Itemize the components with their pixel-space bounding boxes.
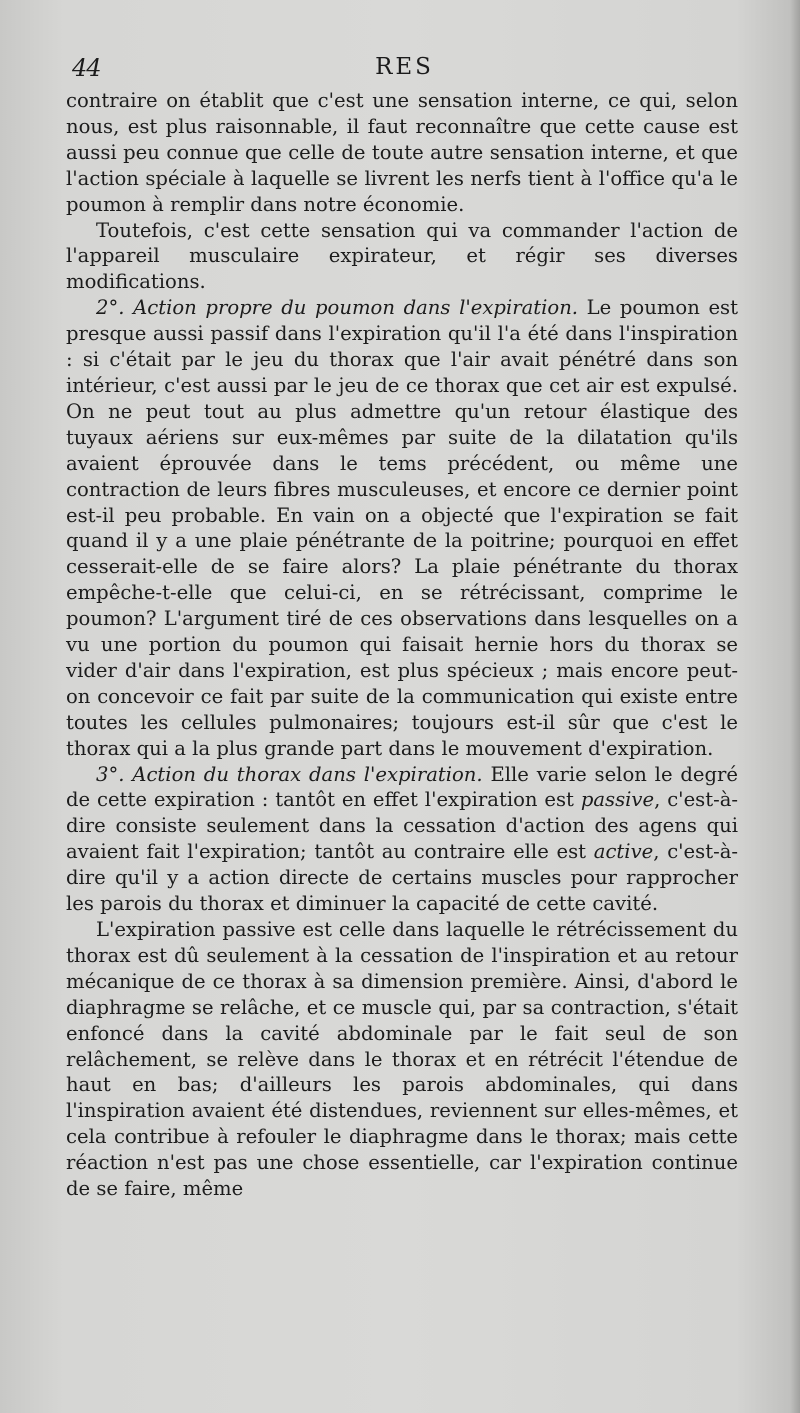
page-edge-shadow <box>790 0 800 1413</box>
paragraph-text: Elle varie selon le degré de cette expiration : tantôt en effet l'expiration est <box>66 762 738 812</box>
paragraph-expiration-passive <box>66 917 738 1202</box>
page-number: 44 <box>72 54 101 82</box>
paragraph-action-poumon <box>66 295 738 761</box>
section-heading: 3°. Action du thorax dans l'expiration. <box>96 762 483 786</box>
emphasis-passive: passive <box>580 788 655 812</box>
paragraph-toutefois <box>66 218 738 296</box>
paragraph-continuation <box>66 88 738 218</box>
paragraph-text: , c'est-à-dire qu'il y a action directe de certains muscles pour rapprocher les parois du thorax et diminuer la capacité de cette cavité. <box>66 840 739 916</box>
paragraph-text: Le poumon est presque aussi passif dans l'expiration qu'il l'a été dans l'inspiration : si c'était par le jeu du thorax que l'air avait pénétré dans son intérieur, c'est aussi par le jeu de ce thorax que cet air est expulsé. On ne peut tout au plus admettre qu'un retour élastique des tuyaux aériens sur eux-mêmes par suite de la dilatation qu'ils avaient éprouvée dans le tems précédent, ou même une contraction de leurs fibres musculeuses, et encore ce dernier point est-il peu probable. En vain on a objecté que l'expiration se fait quand il y a une plaie pénétrante de la poitrine; pourquoi en effet cesserait-elle de se faire alors? La plaie pénétrante du thorax empêche-t-elle que celui-ci, en se rétrécissant, comprime le poumon? L'argument tiré de ces observations dans lesquelles on a vu une portion du poumon qui faisait hernie hors du thorax se vider d'air dans l'expiration, est plus spécieux ; mais encore peut-on concevoir ce fait par suite de la communication qui existe entre toutes les cellules pulmonaires; toujours est-il sûr que c'est le thorax qui a la plus grande part dans le mouvement d'expiration. <box>66 296 738 760</box>
paragraph-text: contraire on établit que c'est une sensation interne, ce qui, selon nous, est plus raisonnable, il faut reconnaître que cette cause est aussi peu connue que celle de toute autre sensation interne, et que l'action spéciale à laquelle se livrent les nerfs tient à l'office qu'a le poumon à remplir dans notre économie. <box>66 89 738 216</box>
running-head: RES <box>375 54 434 80</box>
paragraph-action-thorax <box>66 762 738 917</box>
emphasis-active: active <box>593 840 654 864</box>
paragraph-text: L'expiration passive est celle dans laquelle le rétrécissement du thorax est dû seulement à la cessation de l'inspiration et au retour mécanique de ce thorax à sa dimension première. Ainsi, d'abord le diaphragme se relâche, et ce muscle qui, par sa contraction, s'était enfoncé dans la cavité abdominale par le fait seul de son relâchement, se relève dans le thorax et en rétrécit l'étendue de haut en bas; d'ailleurs les parois abdominales, qui dans l'inspiration avaient été distendues, reviennent sur elles-mêmes, et cela contribue à refouler le diaphragme dans le thorax; mais cette réaction n'est pas une chose essentielle, car l'expiration continue de se faire, même <box>66 918 738 1201</box>
paragraph-text: Toutefois, c'est cette sensation qui va commander l'action de l'appareil musculaire expirateur, et régir ses diverses modifications. <box>66 218 738 294</box>
body-text <box>66 88 738 1202</box>
page-header <box>72 54 737 88</box>
paragraph-text: , c'est-à-dire consiste seulement dans la cessation d'action des agens qui avaient fait l'expiration; tantôt au contraire elle est <box>66 788 739 864</box>
section-heading: 2°. Action propre du poumon dans l'expiration. <box>96 296 579 320</box>
